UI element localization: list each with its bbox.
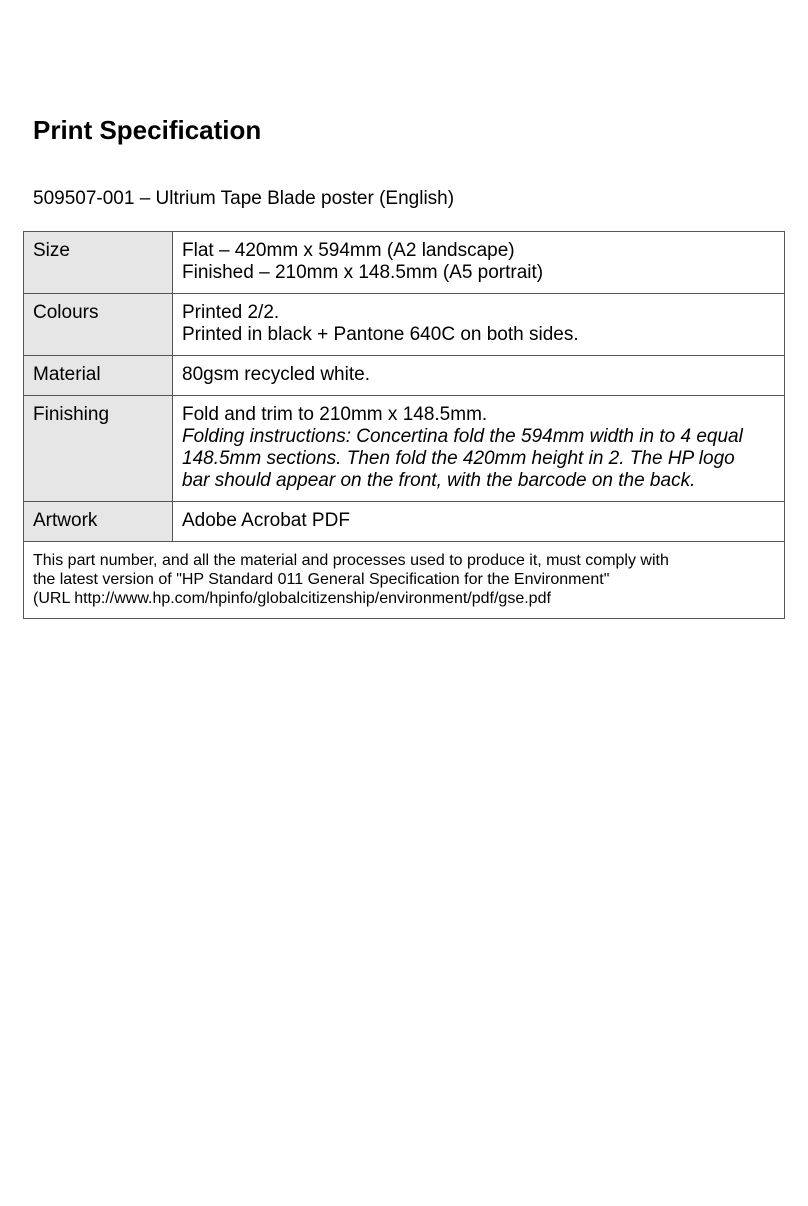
environment-note-line: (URL http://www.hp.com/hpinfo/globalcitizenship/environment/pdf/gse.pdf bbox=[33, 590, 551, 607]
spec-row-finishing bbox=[24, 396, 785, 502]
spec-value bbox=[173, 356, 785, 396]
environment-note-line: the latest version of "HP Standard 011 General Specification for the Environment" bbox=[33, 571, 610, 588]
spec-row-size bbox=[24, 232, 785, 294]
spec-value-line: Fold and trim to 210mm x 148.5mm. bbox=[182, 404, 488, 425]
spec-row-material bbox=[24, 356, 785, 396]
spec-value-line: Printed in black + Pantone 640C on both sides. bbox=[182, 324, 579, 345]
document-subtitle: 509507-001 – Ultrium Tape Blade poster (English) bbox=[33, 188, 455, 209]
page-title: Print Specification bbox=[33, 115, 262, 145]
spec-value-line: 80gsm recycled white. bbox=[182, 364, 370, 385]
spec-label: Colours bbox=[24, 294, 173, 356]
spec-label: Finishing bbox=[24, 396, 173, 502]
spec-label: Artwork bbox=[24, 502, 173, 542]
spec-row-environment-note bbox=[24, 542, 785, 619]
spec-value bbox=[173, 232, 785, 294]
spec-value-line: Printed 2/2. bbox=[182, 302, 280, 323]
spec-value bbox=[173, 396, 785, 502]
spec-table bbox=[23, 231, 785, 619]
folding-instructions-line: Folding instructions: Concertina fold the 594mm width in to 4 equal bbox=[182, 426, 743, 447]
spec-value-line: Adobe Acrobat PDF bbox=[182, 510, 350, 531]
spec-value-line: Flat – 420mm x 594mm (A2 landscape) bbox=[182, 240, 515, 261]
spec-value bbox=[173, 502, 785, 542]
spec-row-colours bbox=[24, 294, 785, 356]
spec-label: Size bbox=[24, 232, 173, 294]
spec-value-line: Finished – 210mm x 148.5mm (A5 portrait) bbox=[182, 262, 544, 283]
environment-note bbox=[24, 542, 785, 619]
folding-instructions-line: bar should appear on the front, with the barcode on the back. bbox=[182, 470, 696, 491]
environment-note-line: This part number, and all the material and processes used to produce it, must comply with bbox=[33, 552, 669, 569]
folding-instructions-line: 148.5mm sections. Then fold the 420mm height in 2. The HP logo bbox=[182, 448, 735, 469]
spec-label: Material bbox=[24, 356, 173, 396]
spec-row-artwork bbox=[24, 502, 785, 542]
spec-value bbox=[173, 294, 785, 356]
